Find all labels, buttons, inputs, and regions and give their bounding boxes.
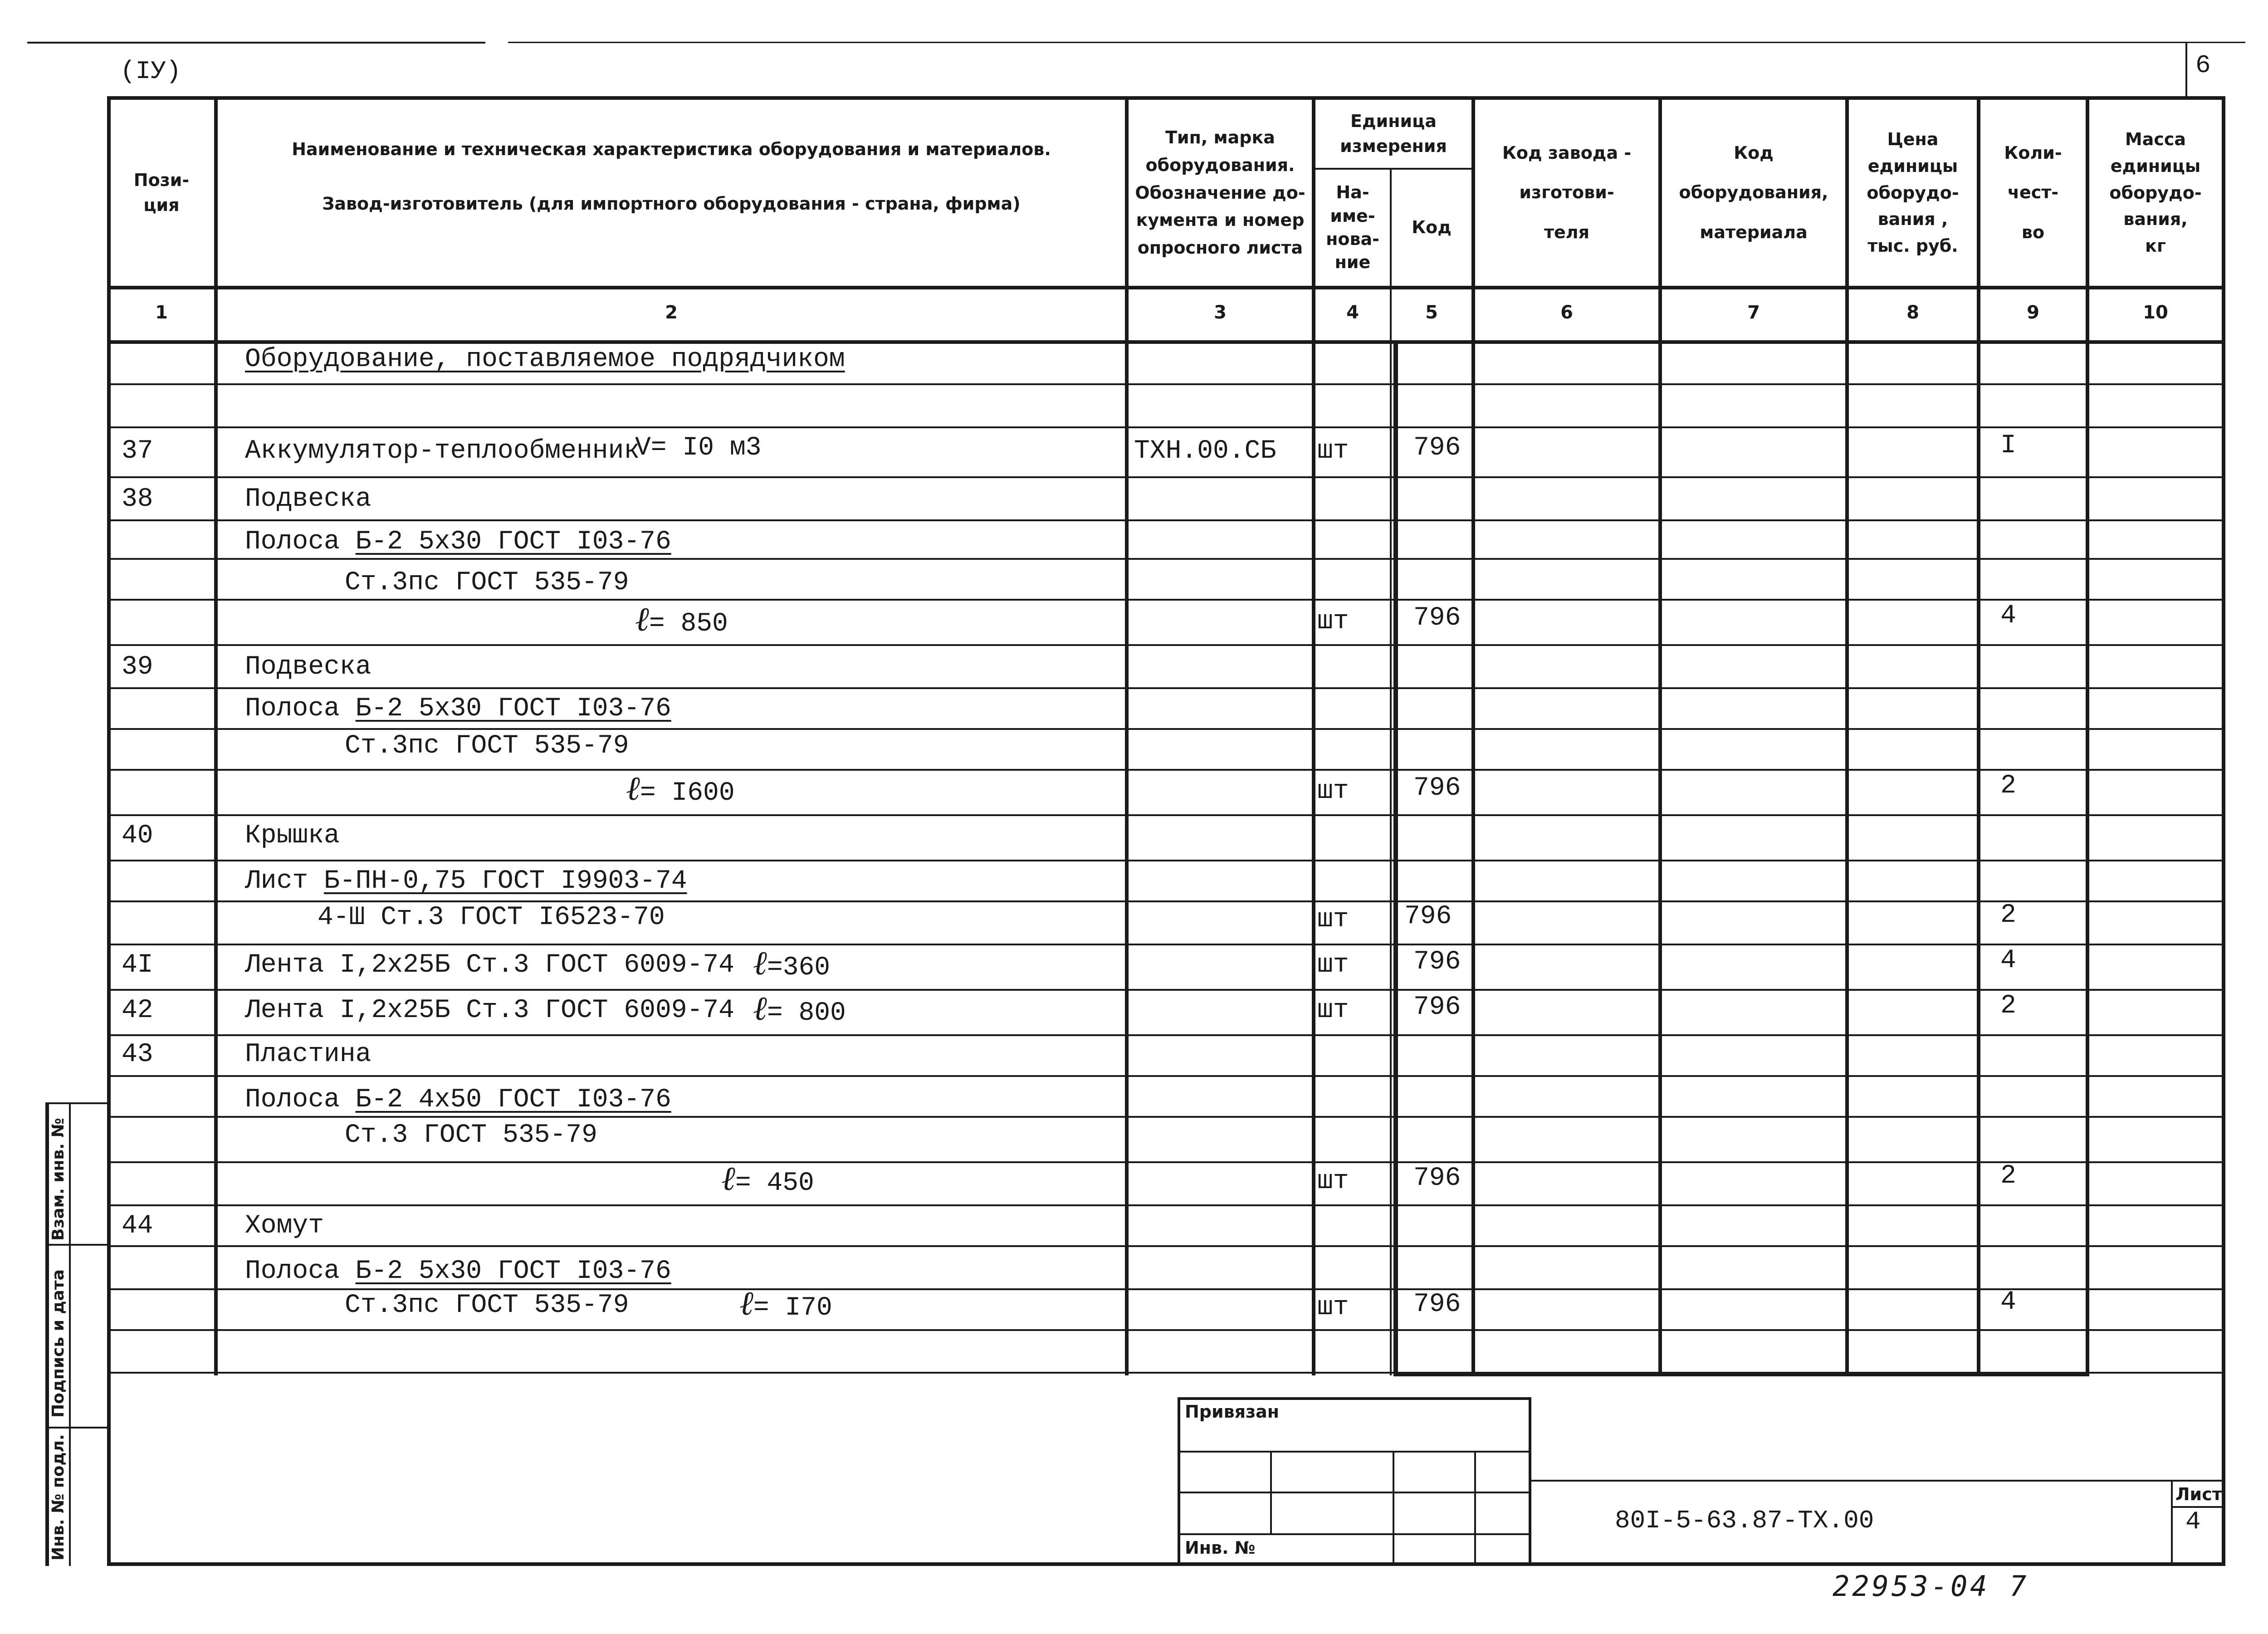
row-44-material	[245, 1257, 671, 1286]
colnum-10: 10	[2143, 302, 2168, 323]
header-equipment-code: Код оборудования, материала	[1679, 142, 1828, 242]
corner-label: (IУ)	[120, 57, 181, 86]
colnum-9: 9	[2027, 302, 2039, 323]
row-38-code: 796	[1413, 603, 1461, 633]
col-divider-4	[1390, 168, 1392, 1375]
row-43-code: 796	[1413, 1164, 1461, 1193]
table-bottom-border	[107, 1562, 2225, 1566]
length-symbol-icon: ℓ	[753, 989, 767, 1028]
colnum-4: 4	[1346, 302, 1359, 323]
row-38-material-spec: Б-2 5х30 ГОСТ I03-76	[355, 527, 671, 557]
side-stamp-inner	[69, 1102, 71, 1566]
row-37-extra: V= I0 м3	[635, 433, 762, 463]
row-44-unit: шт	[1317, 1293, 1349, 1322]
row-37-unit: шт	[1317, 436, 1349, 466]
row-43-sub: Ст.3 ГОСТ 535-79	[345, 1120, 597, 1150]
stamp-col3	[1474, 1451, 1476, 1562]
stamp-row2	[1178, 1492, 1531, 1493]
row-37-type: ТХН.00.СБ	[1134, 436, 1276, 466]
row-42-pos: 42	[122, 996, 153, 1025]
row-43-unit: шт	[1317, 1167, 1349, 1196]
header-type: Тип, марка оборудования. Обозначение до- кумента и номер опросного листа	[1135, 127, 1305, 258]
col-divider-2	[1125, 96, 1129, 1375]
row-37-code: 796	[1413, 433, 1461, 463]
row-41-unit: шт	[1317, 950, 1349, 980]
row-38-length	[635, 600, 728, 639]
row-40-sub: 4-Ш Ст.3 ГОСТ I6523-70	[318, 903, 665, 932]
row-38-length-value: = 850	[649, 609, 728, 639]
row-44-material-spec: Б-2 5х30 ГОСТ I03-76	[355, 1257, 671, 1286]
length-symbol-icon: ℓ	[739, 1284, 753, 1323]
row-41-pos: 4I	[122, 950, 153, 980]
row-42-length-value: = 800	[767, 998, 846, 1028]
header-factory-code: Код завода - изготови- теля	[1502, 142, 1632, 242]
header-bottom-line	[107, 286, 2225, 289]
row-44-code: 796	[1413, 1290, 1461, 1319]
header-name-line2: Завод-изготовитель (для импортного оборудования - страна, фирма)	[322, 194, 1021, 214]
length-symbol-icon: ℓ	[721, 1159, 735, 1198]
row-37-pos: 37	[122, 436, 153, 466]
page-box-left	[2185, 42, 2187, 96]
row-41-length	[753, 944, 830, 983]
colnum-5: 5	[1425, 302, 1438, 323]
side-stamp-left	[45, 1102, 49, 1566]
colnum-8: 8	[1906, 302, 1919, 323]
stamp-left	[1178, 1397, 1180, 1562]
row-42-qty: 2	[2000, 991, 2016, 1021]
stamp-label: Привязан	[1185, 1402, 1280, 1422]
length-symbol-icon: ℓ	[626, 769, 640, 808]
stamp-inv-label: Инв. №	[1185, 1538, 1256, 1558]
row-38-material	[245, 527, 671, 557]
row-43-material	[245, 1085, 671, 1115]
header-mass: Масса единицы оборудо- вания, кг	[2109, 129, 2202, 256]
row-43-qty: 2	[2000, 1161, 2016, 1191]
row-37-name: Аккумулятор-теплообменник	[245, 436, 640, 466]
row-40-name: Крышка	[245, 821, 340, 851]
row-38-qty: 4	[2000, 601, 2016, 631]
stamp-row3	[1178, 1533, 1531, 1535]
length-symbol-icon: ℓ	[635, 600, 649, 639]
side-label-podpis: Подпись и дата	[49, 1269, 68, 1418]
code-block-top	[1531, 1480, 2225, 1482]
row-39-name: Подвеска	[245, 652, 371, 682]
row-38-unit: шт	[1317, 607, 1349, 636]
body-box-left	[1393, 340, 1398, 1375]
header-price: Цена единицы оборудо- вания , тыс. руб.	[1867, 129, 1959, 256]
row-44-qty: 4	[2000, 1287, 2016, 1317]
col-divider-1	[214, 96, 218, 1375]
row-42-unit: шт	[1317, 996, 1349, 1025]
row-40-code: 796	[1404, 902, 1452, 931]
row-39-code: 796	[1413, 773, 1461, 803]
row-42-length	[753, 989, 846, 1028]
row-44-material-prefix: Полоса	[245, 1257, 340, 1286]
row-44-length	[739, 1284, 832, 1323]
section-title: Оборудование, поставляемое подрядчиком	[245, 345, 845, 374]
row-38-pos: 38	[122, 484, 153, 514]
row-41-length-value: =360	[767, 953, 831, 983]
header-unit-group: Единица измерения	[1340, 111, 1447, 156]
row-40-pos: 40	[122, 821, 153, 851]
row-43-length-value: = 450	[735, 1169, 814, 1198]
row-39-material	[245, 694, 671, 724]
top-rule-left	[27, 42, 485, 44]
col-divider-6	[1658, 96, 1662, 1375]
header-position: Пози- ция	[133, 170, 190, 215]
length-symbol-icon: ℓ	[753, 944, 767, 983]
col-divider-5	[1471, 96, 1475, 1375]
row-42-code: 796	[1413, 993, 1461, 1022]
row-44-pos: 44	[122, 1211, 153, 1241]
row-38-sub: Ст.3пс ГОСТ 535-79	[345, 568, 629, 597]
header-quantity: Коли- чест- во	[2004, 142, 2062, 242]
row-39-material-spec: Б-2 5х30 ГОСТ I03-76	[355, 694, 671, 724]
row-39-sub: Ст.3пс ГОСТ 535-79	[345, 731, 629, 761]
side-stamp-div2	[45, 1427, 109, 1429]
stamp-top	[1178, 1397, 1531, 1400]
colnum-7: 7	[1747, 302, 1760, 323]
row-41-name: Лента I,2х25Б Ст.3 ГОСТ 6009-74	[245, 950, 734, 980]
data-area-bottom	[107, 1372, 2225, 1374]
colnum-6: 6	[1560, 302, 1573, 323]
row-41-qty: 4	[2000, 946, 2016, 975]
row-43-name: Пластина	[245, 1040, 371, 1069]
handwritten-note: 22953-04 7	[1833, 1570, 2029, 1603]
row-39-length-value: = I600	[640, 778, 735, 808]
side-stamp-top	[45, 1102, 109, 1104]
row-40-material	[245, 866, 687, 896]
header-unit-name: На- име- нова- ние	[1326, 182, 1379, 273]
row-39-material-prefix: Полоса	[245, 694, 340, 724]
side-label-inv-podl: Инв. № подл.	[49, 1434, 68, 1561]
row-43-material-spec: Б-2 4х50 ГОСТ I03-76	[355, 1085, 671, 1115]
row-40-material-spec: Б-ПН-0,75 ГОСТ I9903-74	[324, 866, 687, 896]
top-rule-right	[508, 42, 2245, 43]
table-right-border	[2222, 96, 2225, 1566]
row-40-material-prefix: Лист	[245, 866, 308, 896]
row-39-pos: 39	[122, 652, 153, 682]
colnum-1: 1	[155, 302, 168, 323]
row-44-sub: Ст.3пс ГОСТ 535-79	[345, 1291, 629, 1320]
side-label-vzam: Взам. инв. №	[49, 1118, 68, 1241]
row-41-code: 796	[1413, 947, 1461, 977]
colnum-2: 2	[665, 302, 678, 323]
document-code: 80I-5-63.87-ТХ.00	[1615, 1506, 1874, 1535]
sheet-number: 4	[2185, 1507, 2201, 1536]
table-top-border	[107, 96, 2225, 100]
page-number: 6	[2195, 51, 2211, 80]
row-43-material-prefix: Полоса	[245, 1085, 340, 1115]
row-38-material-prefix: Полоса	[245, 527, 340, 557]
col-divider-9	[2086, 96, 2089, 1375]
colnum-bottom-line	[107, 340, 2225, 344]
row-40-qty: 2	[2000, 900, 2016, 930]
row-39-qty: 2	[2000, 771, 2016, 801]
header-unit-code: Код	[1412, 217, 1452, 238]
stamp-row1	[1178, 1451, 1531, 1453]
col-divider-7	[1845, 96, 1849, 1375]
col-divider-3	[1312, 96, 1315, 1375]
row-39-length	[626, 769, 735, 808]
row-40-unit: шт	[1317, 905, 1349, 934]
row-37-qty: I	[2000, 431, 2016, 460]
row-38-name: Подвеска	[245, 484, 371, 514]
row-44-length-value: = I70	[753, 1293, 832, 1323]
row-43-length	[721, 1159, 814, 1199]
sheet-label: Лист	[2175, 1484, 2222, 1504]
stamp-col1	[1270, 1451, 1272, 1533]
col-divider-8	[1977, 96, 1980, 1375]
colnum-3: 3	[1214, 302, 1227, 323]
stamp-col2	[1393, 1451, 1394, 1562]
row-42-name: Лента I,2х25Б Ст.3 ГОСТ 6009-74	[245, 996, 734, 1025]
row-43-pos: 43	[122, 1040, 153, 1069]
row-39-unit: шт	[1317, 777, 1349, 806]
row-44-name: Хомут	[245, 1211, 324, 1241]
side-stamp-div1	[45, 1244, 109, 1246]
sheet-box-left	[2171, 1480, 2173, 1566]
header-name-line1: Наименование и техническая характеристика оборудования и материалов.	[292, 139, 1051, 160]
